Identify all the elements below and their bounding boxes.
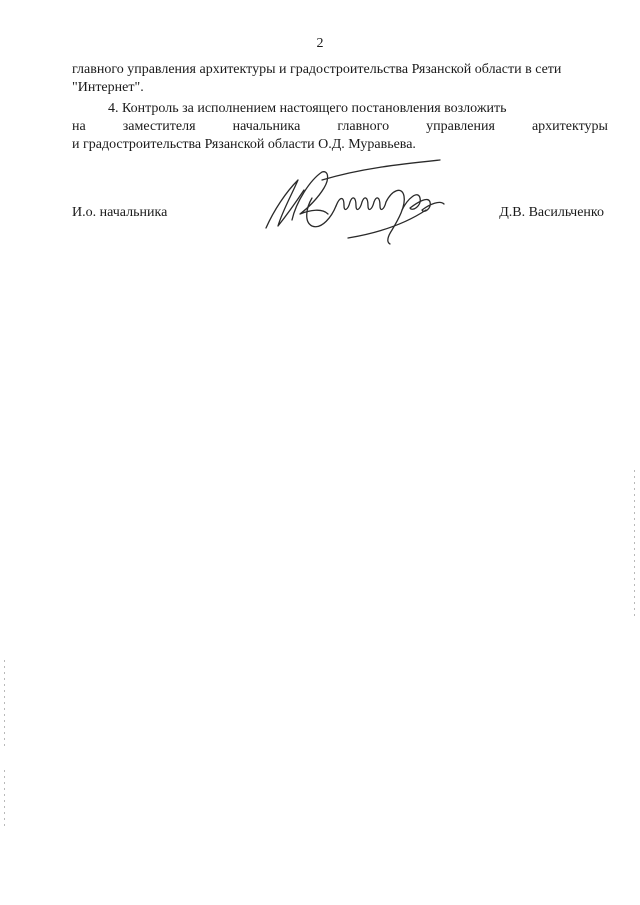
- paragraph-line: "Интернет".: [72, 80, 144, 95]
- handwritten-signature: [252, 150, 452, 250]
- signatory-position: И.о. начальника: [72, 205, 168, 220]
- scan-edge-mark: [4, 770, 5, 830]
- paragraph-line: главного управления архитектуры и градостроительства Рязанской области в сети: [72, 62, 562, 77]
- word: на: [72, 119, 86, 134]
- scan-edge-mark: [634, 470, 635, 620]
- paragraph-line: 4. Контроль за исполнением настоящего постановления возложить: [108, 101, 507, 116]
- paragraph-line: и градостроительства Рязанской области О.Д. Муравьева.: [72, 137, 416, 152]
- word: архитектуры: [531, 119, 608, 134]
- word: начальника: [232, 119, 301, 134]
- scan-edge-mark: [4, 660, 5, 750]
- word: заместителя: [122, 119, 196, 134]
- page-number: 2: [316, 36, 324, 51]
- signatory-name: Д.В. Васильченко: [499, 205, 604, 220]
- paragraph-publication: [72, 61, 608, 97]
- paragraph-control: [72, 100, 608, 154]
- word: главного: [337, 119, 390, 134]
- signature-row: [72, 204, 608, 224]
- word: управления: [426, 119, 495, 134]
- paragraph-line-justified: [72, 118, 608, 136]
